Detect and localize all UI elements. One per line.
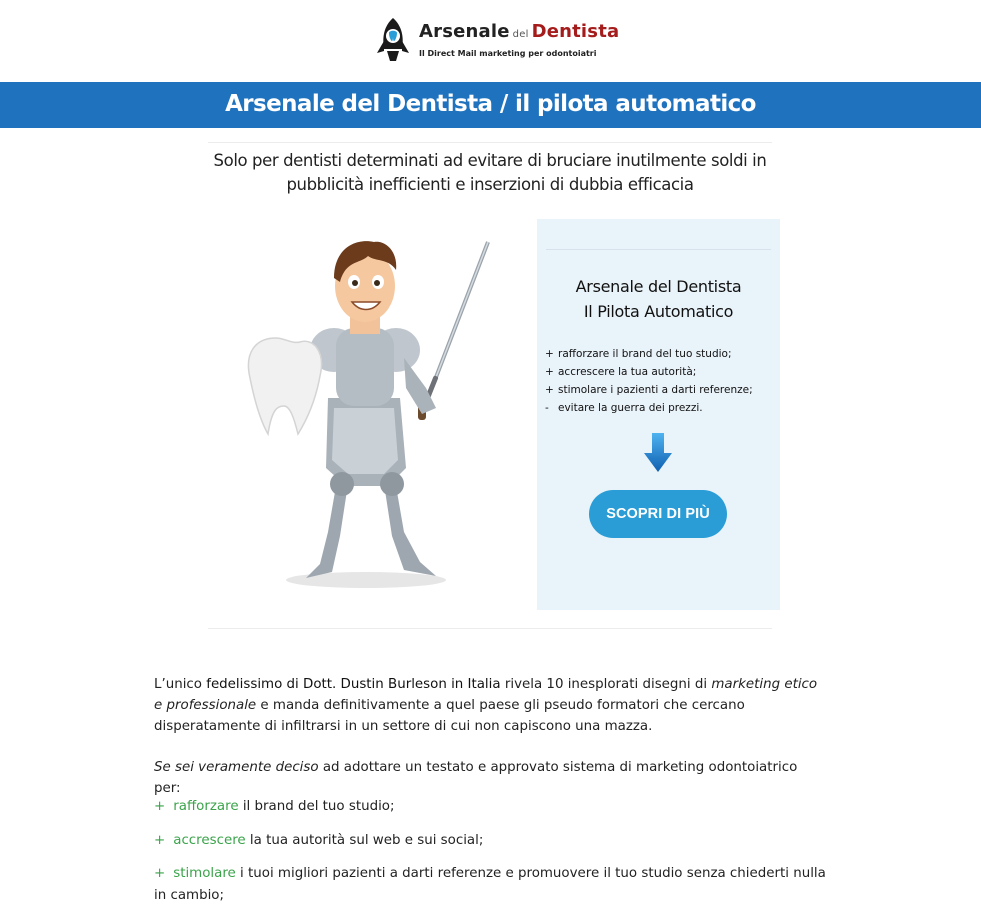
banner-title: Arsenale del Dentista / il pilota automatico — [225, 91, 756, 117]
page-subtitle: Solo per dentisti determinati ad evitare di bruciare inutilmente soldi in pubblicità inefficienti e inserzioni di dubbia efficacia — [213, 151, 767, 194]
top-divider — [208, 142, 772, 143]
arrow-down-icon — [643, 433, 673, 473]
sidebox-divider — [546, 249, 771, 250]
sidebox-title: Arsenale del Dentista Il Pilota Automatico — [575, 277, 742, 321]
knight-with-tooth-illustration — [236, 238, 498, 590]
intro-paragraph: L’unico fedelissimo di Dott. Dustin Burleson in Italia rivela 10 inesplorati disegni di marketing etico e professionale e manda definitivamente a quel paese gli pseudo formatori che cercano disperatamente di infiltrarsi in un settore di cui non capiscono una mazza. — [154, 677, 818, 734]
list-item: + accrescere la tua autorità sul web e sui social; — [154, 833, 484, 848]
sidebox-benefits-list — [545, 345, 753, 417]
list-item: - evitare la guerra dei prezzi. — [545, 402, 703, 414]
hero-banner — [0, 82, 981, 128]
list-item: + stimolare i tuoi migliori pazienti a darti referenze e promuovere il tuo studio senza chiederti nulla in cambio; — [154, 866, 826, 903]
product-sidebox — [537, 219, 780, 610]
site-header — [0, 0, 981, 82]
list-item: + rafforzare il brand del tuo studio; — [545, 348, 732, 360]
list-item: + stimolare i pazienti a darti referenze; — [545, 384, 753, 396]
rocket-tooth-logo-icon — [376, 17, 410, 63]
logo-tagline: Il Direct Mail marketing per odontoiatri — [419, 49, 597, 58]
list-item: + rafforzare il brand del tuo studio; — [154, 799, 395, 814]
bottom-divider — [208, 628, 772, 629]
lead-paragraph: Se sei veramente deciso ad adottare un testato e approvato sistema di marketing odontoiatrico per: — [154, 760, 798, 796]
site-logo[interactable] — [376, 17, 619, 63]
discover-more-button[interactable]: SCOPRI DI PIÙ — [589, 490, 727, 538]
logo-wordmark: Arsenale del Dentista — [419, 21, 620, 42]
list-item: + accrescere la tua autorità; — [545, 366, 697, 378]
